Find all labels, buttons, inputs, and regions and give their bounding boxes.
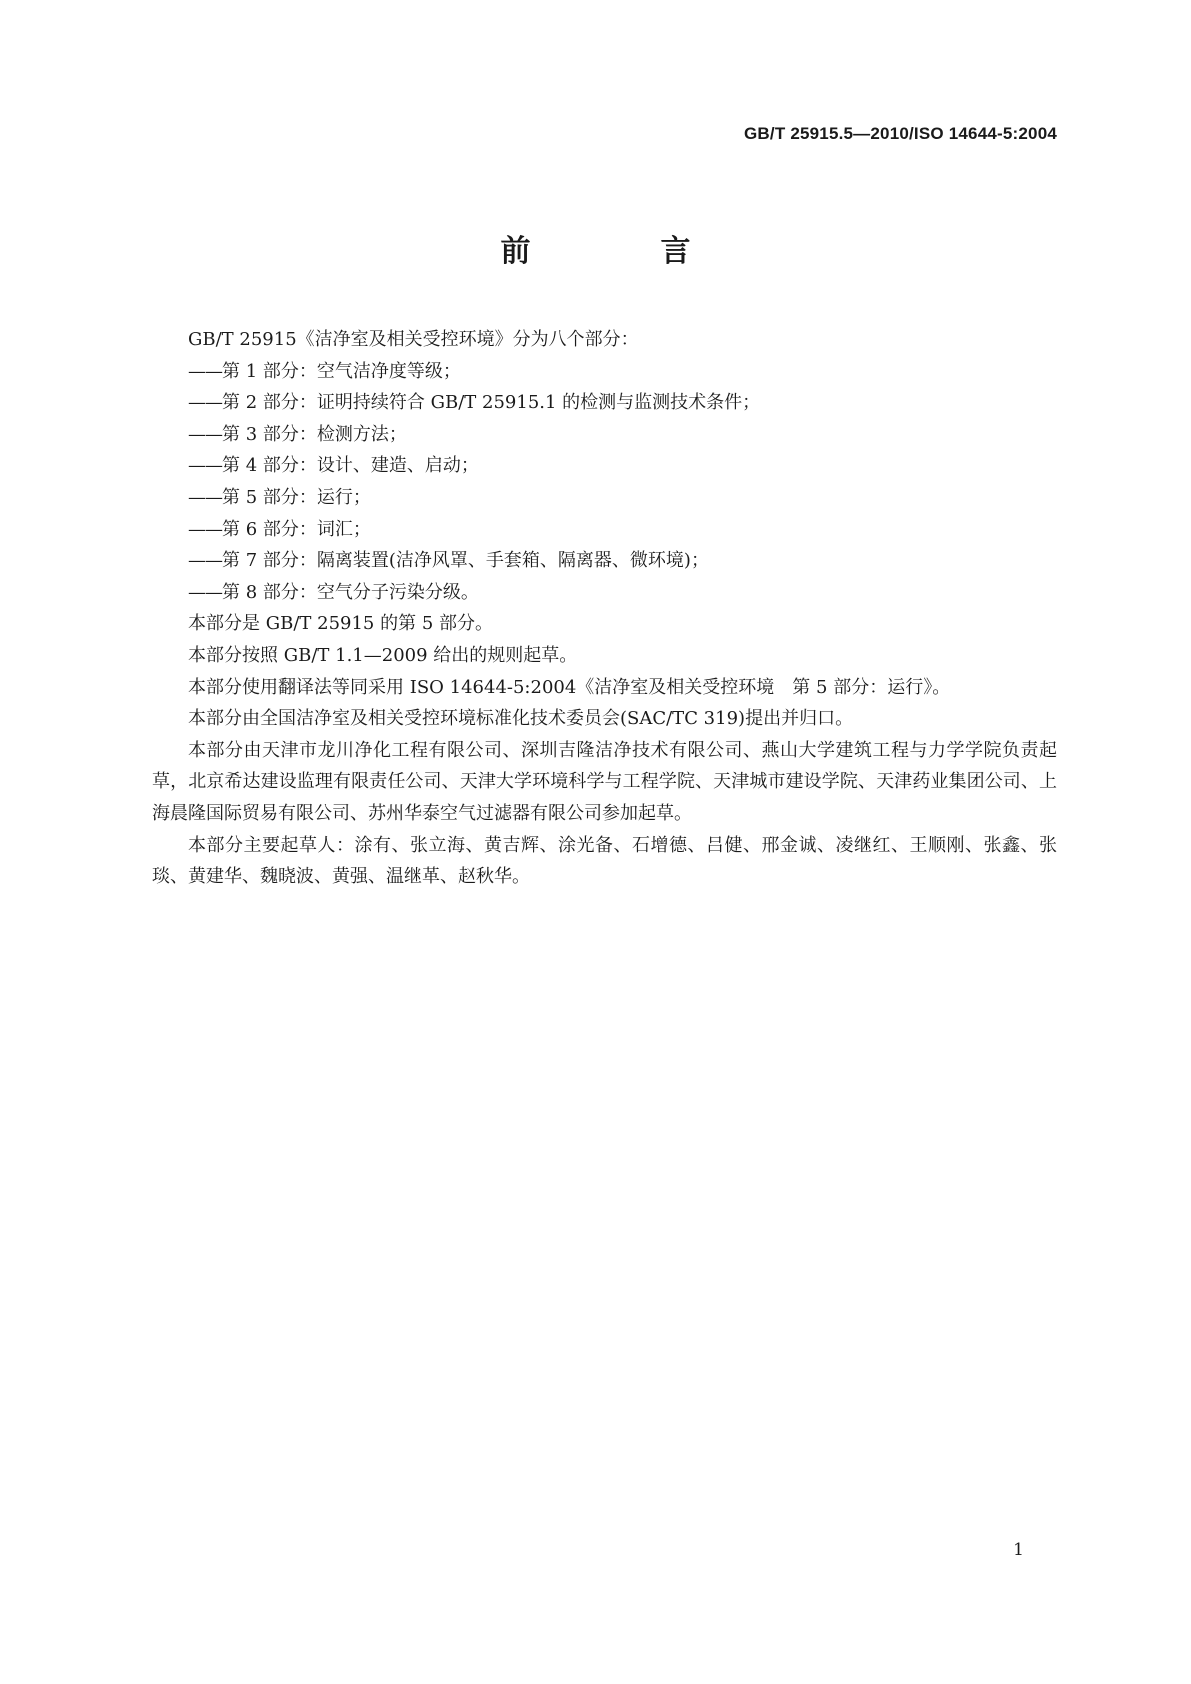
list-item-text: 第 2 部分：证明持续符合 GB/T 25915.1 的检测与监测技术条件；: [222, 392, 761, 414]
list-item: [152, 387, 1057, 419]
body-paragraph: 本部分由全国洁净室及相关受控环境标准化技术委员会(SAC/TC 319)提出并归口。: [188, 708, 854, 730]
body-paragraph: 本部分按照 GB/T 1.1—2009 给出的规则起草。: [188, 644, 578, 666]
list-dash: ——: [188, 392, 222, 414]
list-item: [152, 577, 1057, 609]
list-item: [152, 482, 1057, 514]
list-item: [152, 450, 1057, 482]
page-number: 1: [1013, 1540, 1024, 1560]
list-dash: ——: [188, 518, 222, 540]
list-dash: ——: [188, 423, 222, 445]
list-dash: ——: [188, 486, 222, 508]
body-paragraph: 本部分主要起草人：涂有、张立海、黄吉辉、涂光备、石增德、吕健、邢金诚、凌继红、王顺刚、张鑫、张琰、黄建华、魏晓波、黄强、温继革、赵秋华。: [152, 834, 1057, 888]
document-body: [152, 324, 1057, 893]
list-dash: ——: [188, 550, 222, 572]
list-dash: ——: [188, 455, 222, 477]
list-item: [152, 419, 1057, 451]
body-paragraph: 本部分使用翻译法等同采用 ISO 14644-5:2004《洁净室及相关受控环境 第 5 部分：运行》。: [188, 676, 951, 698]
list-item-text: 第 1 部分：空气洁净度等级；: [222, 360, 461, 382]
list-item: [152, 356, 1057, 388]
parts-list: [152, 356, 1057, 609]
standard-code-header: GB/T 25915.5—2010/ISO 14644-5:2004: [744, 124, 1057, 143]
list-item-text: 第 6 部分：词汇；: [222, 518, 371, 540]
list-item-text: 第 3 部分：检测方法；: [222, 423, 407, 445]
list-item: [152, 514, 1057, 546]
list-item-text: 第 7 部分：隔离装置(洁净风罩、手套箱、隔离器、微环境)；: [222, 550, 709, 572]
list-item-text: 第 8 部分：空气分子污染分级。: [222, 581, 479, 603]
page-title: 前 言: [500, 234, 741, 269]
intro-paragraph: GB/T 25915《洁净室及相关受控环境》分为八个部分：: [188, 329, 639, 350]
body-paragraph: 本部分由天津市龙川净化工程有限公司、深圳吉隆洁净技术有限公司、燕山大学建筑工程与力学学院负责起草，北京希达建设监理有限责任公司、天津大学环境科学与工程学院、天津城市建设学院、天津药业集团公司、上海晨隆国际贸易有限公司、苏州华泰空气过滤器有限公司参加起草。: [152, 739, 1057, 824]
list-dash: ——: [188, 360, 222, 382]
list-dash: ——: [188, 581, 222, 603]
list-item: [152, 545, 1057, 577]
list-item-text: 第 4 部分：设计、建造、启动；: [222, 455, 479, 477]
body-paragraph: 本部分是 GB/T 25915 的第 5 部分。: [188, 613, 493, 635]
list-item-text: 第 5 部分：运行；: [222, 486, 371, 508]
